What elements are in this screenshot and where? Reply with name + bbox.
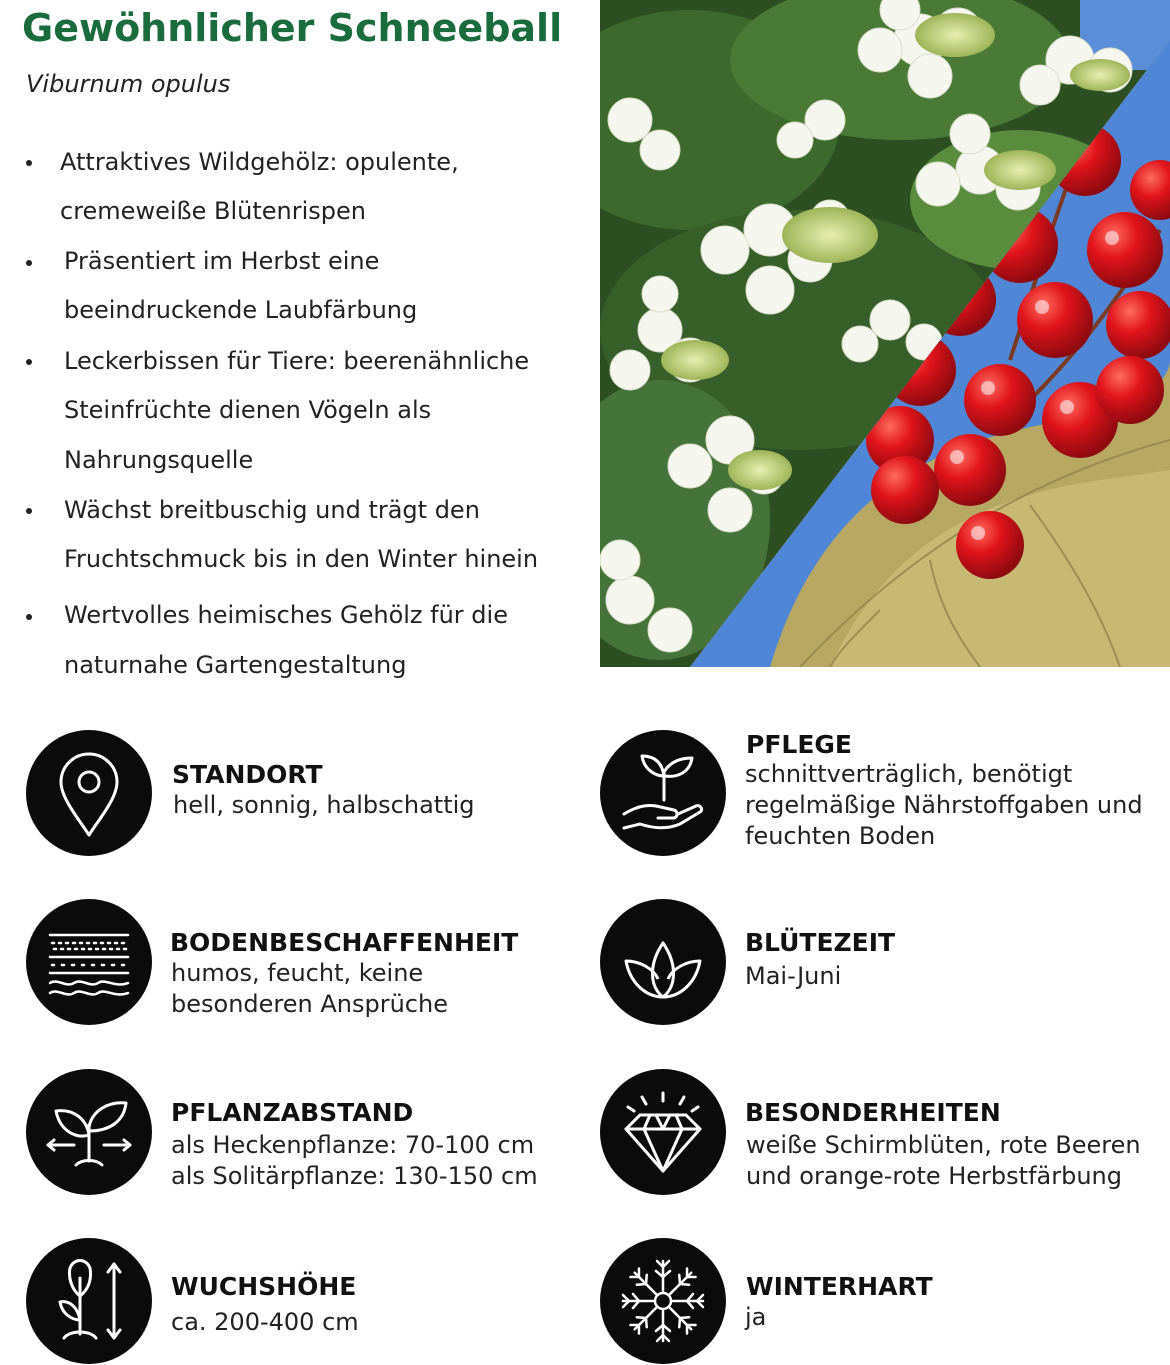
viburnum-photo-illustration [600, 0, 1170, 667]
tree-height-icon [26, 1238, 152, 1364]
bullet-text: cremeweiße Blütenrispen [60, 197, 366, 225]
feature-title: PFLANZABSTAND [171, 1098, 414, 1127]
feature-text: hell, sonnig, halbschattig [173, 791, 475, 819]
feature-text: regelmäßige Nährstoffgaben und [745, 791, 1143, 819]
feature-text: als Solitärpflanze: 130-150 cm [171, 1162, 538, 1190]
feature-title: BLÜTEZEIT [745, 928, 896, 957]
feature-text: besonderen Ansprüche [171, 990, 448, 1018]
feature-text: und orange-rote Herbstfärbung [746, 1162, 1122, 1190]
location-pin-icon [26, 730, 152, 856]
bullet-text: beeindruckende Laubfärbung [64, 296, 418, 324]
plant-spacing-icon [26, 1069, 152, 1195]
feature-title: PFLEGE [746, 730, 853, 759]
bullet-text: naturnahe Gartengestaltung [64, 651, 407, 679]
snowflake-icon [600, 1238, 726, 1364]
feature-text: humos, feucht, keine [171, 959, 424, 987]
product-title: Gewöhnlicher Schneeball [22, 6, 563, 50]
bullet-dot [26, 359, 32, 365]
feature-text: ja [745, 1303, 767, 1331]
bullet-text: Leckerbissen für Tiere: beerenähnliche [64, 347, 530, 375]
diamond-icon [600, 1069, 726, 1195]
bullet-text: Nahrungsquelle [64, 446, 254, 474]
feature-text: weiße Schirmblüten, rote Beeren [746, 1131, 1141, 1159]
bullet-dot [26, 614, 32, 620]
latin-name: Viburnum opulus [26, 70, 231, 98]
feature-title: WUCHSHÖHE [171, 1272, 357, 1301]
soil-layers-icon [26, 899, 152, 1025]
bullet-text: Wächst breitbuschig und trägt den [64, 496, 480, 524]
feature-title: STANDORT [172, 760, 323, 789]
bullet-text: Steinfrüchte dienen Vögeln als [64, 396, 432, 424]
bullet-text: Präsentiert im Herbst eine [64, 247, 380, 275]
bullet-text: Attraktives Wildgehölz: opulente, [60, 148, 459, 176]
feature-text: ca. 200-400 cm [171, 1308, 359, 1336]
feature-text: feuchten Boden [745, 822, 936, 850]
feature-text: Mai-Juni [745, 962, 842, 990]
feature-text: schnittverträglich, benötigt [745, 760, 1073, 788]
bullet-text: Wertvolles heimisches Gehölz für die [64, 601, 508, 629]
hand-sprout-icon [600, 730, 726, 856]
bullet-dot [26, 160, 32, 166]
feature-text: als Heckenpflanze: 70-100 cm [171, 1131, 535, 1159]
bullet-text: Fruchtschmuck bis in den Winter hinein [64, 545, 539, 573]
bullet-dot [26, 260, 32, 266]
feature-title: BESONDERHEITEN [745, 1098, 1001, 1127]
lotus-flower-icon [600, 899, 726, 1025]
viburnum-photo [600, 0, 1170, 667]
feature-title: WINTERHART [746, 1272, 933, 1301]
feature-title: BODENBESCHAFFENHEIT [170, 928, 519, 957]
bullet-dot [26, 508, 32, 514]
